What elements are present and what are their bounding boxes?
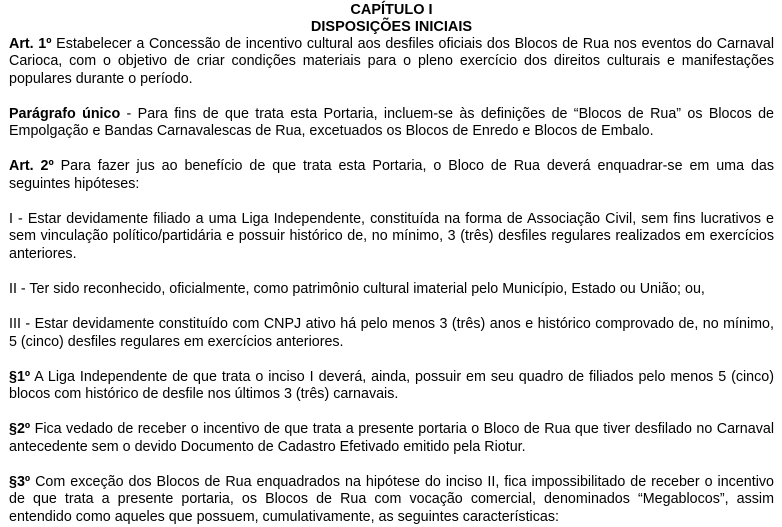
section-2 — [9, 421, 774, 456]
section-3-text: Com exceção dos Blocos de Rua enquadrados na hipótese do inciso II, fica impossibilitado de receber o incentivo de que trata a presente portaria, os Blocos de Rua com vocação comercial, denominados “Megablocos”, assim entendido como aqueles que possuem, cumulativamente, as seguintes características: — [9, 474, 774, 525]
article-1 — [9, 36, 774, 88]
article-2-text: Para fazer jus ao benefício de que trata esta Portaria, o Bloco de Rua deverá enquadrar-se em uma das seguintes hipóteses: — [9, 158, 774, 192]
article-1-text: Estabelecer a Concessão de incentivo cultural aos desfiles oficiais dos Blocos de Rua nos eventos do Carnaval Carioca, com o objetivo de criar condições materiais para o pleno exercício dos direitos culturais e manifestações populares durante o período. — [9, 36, 774, 87]
sole-paragraph — [9, 106, 774, 141]
section-2-lead: §2º — [9, 421, 31, 438]
section-1 — [9, 369, 774, 404]
sole-paragraph-text: - Para fins de que trata esta Portaria, incluem-se às definições de “Blocos de Rua” os Blocos de Empolgação e Bandas Carnavalescas de Rua, excetuados os Blocos de Enredo e Blocos de Embalo. — [9, 105, 775, 140]
clause-ii: II - Ter sido reconhecido, oficialmente, como patrimônio cultural imaterial pelo Município, Estado ou União; ou, — [9, 280, 705, 297]
section-3-lead: §3º — [9, 474, 31, 491]
article-2-lead: Art. 2º — [9, 158, 54, 175]
sole-paragraph-lead: Parágrafo único — [9, 105, 121, 122]
article-1-lead: Art. 1º — [9, 36, 52, 52]
section-2-text: Fica vedado de receber o incentivo de que trata a presente portaria o Bloco de Rua que tiver desfilado no Carnaval antecedente sem o devido Documento de Cadastro Efetivado emitido pela Riotur. — [9, 421, 774, 455]
clause-i: I - Estar devidamente filiado a uma Liga Independente, constituída na forma de Associação Civil, sem fins lucrativos e sem vinculação político/partidária e possuir histórico de, no mínimo, 3 (três) desfiles regulares realizados em exercícios anteriores. — [9, 211, 774, 262]
clause-iii: III - Estar devidamente constituído com CNPJ ativo há pelo menos 3 (três) anos e histórico comprovado de, no mínimo, 5 (cinco) desfiles regulares em exercícios anteriores. — [9, 316, 774, 350]
section-3 — [9, 474, 774, 526]
section-title: DISPOSIÇÕES INICIAIS — [310, 19, 473, 35]
section-1-text: A Liga Independente de que trata o inciso I deverá, ainda, possuir em seu quadro de filiados pelo menos 5 (cinco) blocos com histórico de desfile nos últimos 3 (três) carnavais. — [9, 368, 774, 403]
article-2 — [9, 158, 774, 193]
chapter-title: CAPÍTULO I — [350, 2, 433, 18]
section-1-lead: §1º — [9, 368, 31, 385]
